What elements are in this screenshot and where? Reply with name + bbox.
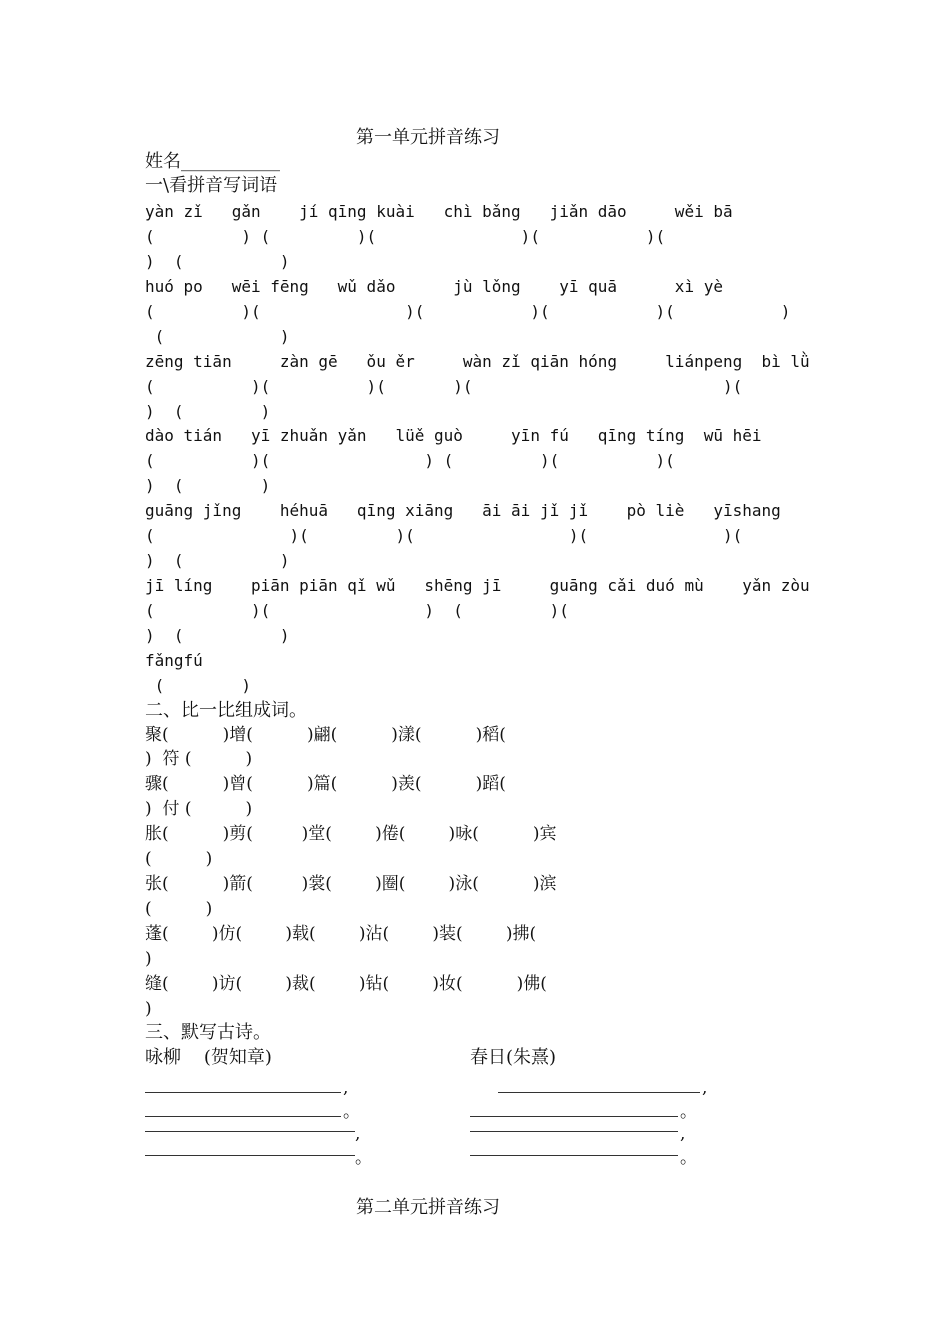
period-mark: 。: [680, 1148, 697, 1168]
bracket-line: ( )( )( )( )( ): [145, 302, 791, 321]
pinyin-line: yàn zǐ gǎn jí qīng kuài chì bǎng jiǎn dāo wěi bā: [145, 202, 733, 221]
pinyin-line: fǎngfú: [145, 651, 203, 670]
compare-line: ( ): [145, 899, 213, 919]
name-line: 姓名___________: [145, 151, 280, 172]
poem-blank-line[interactable]: [145, 1092, 341, 1093]
bracket-line: ( )( ) ( )( )(: [145, 451, 675, 470]
poem-blank-line[interactable]: [145, 1116, 341, 1117]
poem-blank-line[interactable]: [145, 1155, 355, 1156]
pinyin-line: dào tián yī zhuǎn yǎn lüě guò yīn fú qīng tíng wū hēi: [145, 426, 762, 445]
comma-mark: ,: [702, 1078, 708, 1098]
poem-left-title: 咏柳 (贺知章): [145, 1047, 272, 1068]
pinyin-line: guāng jǐng héhuā qīng xiāng āi āi jǐ jǐ pò liè yīshang: [145, 501, 781, 520]
bracket-line: ( )( )( )( )(: [145, 377, 743, 396]
bracket-line: ) ( ): [145, 551, 290, 570]
bracket-line: ( ): [145, 327, 290, 346]
poem-right-title: 春日(朱熹): [470, 1047, 557, 1068]
bracket-line: ( )( ) ( )(: [145, 601, 569, 620]
unit2-title: 第二单元拼音练习: [356, 1197, 500, 1218]
poem-blank-line[interactable]: [470, 1155, 678, 1156]
compare-line: 聚( )增( )翩( )漾( )稻(: [145, 725, 506, 745]
poem-blank-line[interactable]: [470, 1116, 678, 1117]
compare-line: 蓬( )仿( )载( )沾( )装( )拂(: [145, 924, 537, 944]
bracket-line: ) ( ): [145, 476, 271, 495]
unit1-title: 第一单元拼音练习: [356, 127, 500, 148]
bracket-line: ( )( )( )( )(: [145, 526, 743, 545]
period-mark: 。: [355, 1148, 372, 1168]
compare-line: 张( )箭( )裳( )圈( )泳( )滨: [145, 874, 557, 894]
section3-heading: 三、默写古诗。: [145, 1022, 271, 1043]
bracket-line: ( ) ( )( )( )(: [145, 227, 666, 246]
poem-blank-line[interactable]: [145, 1131, 355, 1132]
compare-line: ( ): [145, 849, 213, 869]
compare-line: 胀( )剪( )堂( )倦( )咏( )宾: [145, 824, 557, 844]
compare-line: ): [145, 949, 152, 969]
section2-heading: 二、比一比组成词。: [145, 700, 307, 721]
poem-blank-line[interactable]: [498, 1092, 700, 1093]
pinyin-line: huó po wēi fēng wǔ dǎo jù lǒng yī quā xì yè: [145, 277, 723, 296]
compare-line: ) 符 ( ): [145, 749, 253, 769]
compare-line: ) 付 ( ): [145, 799, 253, 819]
comma-mark: ,: [343, 1078, 349, 1098]
comma-mark: ,: [680, 1124, 686, 1144]
section1-heading: 一\看拼音写词语: [145, 175, 278, 196]
comma-mark: ,: [355, 1124, 361, 1144]
compare-line: 骤( )曾( )篇( )羡( )蹈(: [145, 774, 506, 794]
compare-line: ): [145, 999, 152, 1019]
bracket-line: ( ): [145, 676, 251, 695]
pinyin-line: zēng tiān zàn gē ǒu ěr wàn zǐ qiān hóng liánpeng bì lǜ: [145, 352, 810, 371]
compare-line: 缝( )访( )裁( )钻( )妆( )佛(: [145, 974, 547, 994]
period-mark: 。: [680, 1102, 697, 1122]
bracket-line: ) ( ): [145, 252, 290, 271]
bracket-line: ) ( ): [145, 402, 271, 421]
period-mark: 。: [343, 1102, 360, 1122]
poem-blank-line[interactable]: [470, 1131, 678, 1132]
pinyin-line: jī líng piān piān qǐ wǔ shēng jī guāng cǎi duó mù yǎn zòu: [145, 576, 810, 595]
bracket-line: ) ( ): [145, 626, 290, 645]
